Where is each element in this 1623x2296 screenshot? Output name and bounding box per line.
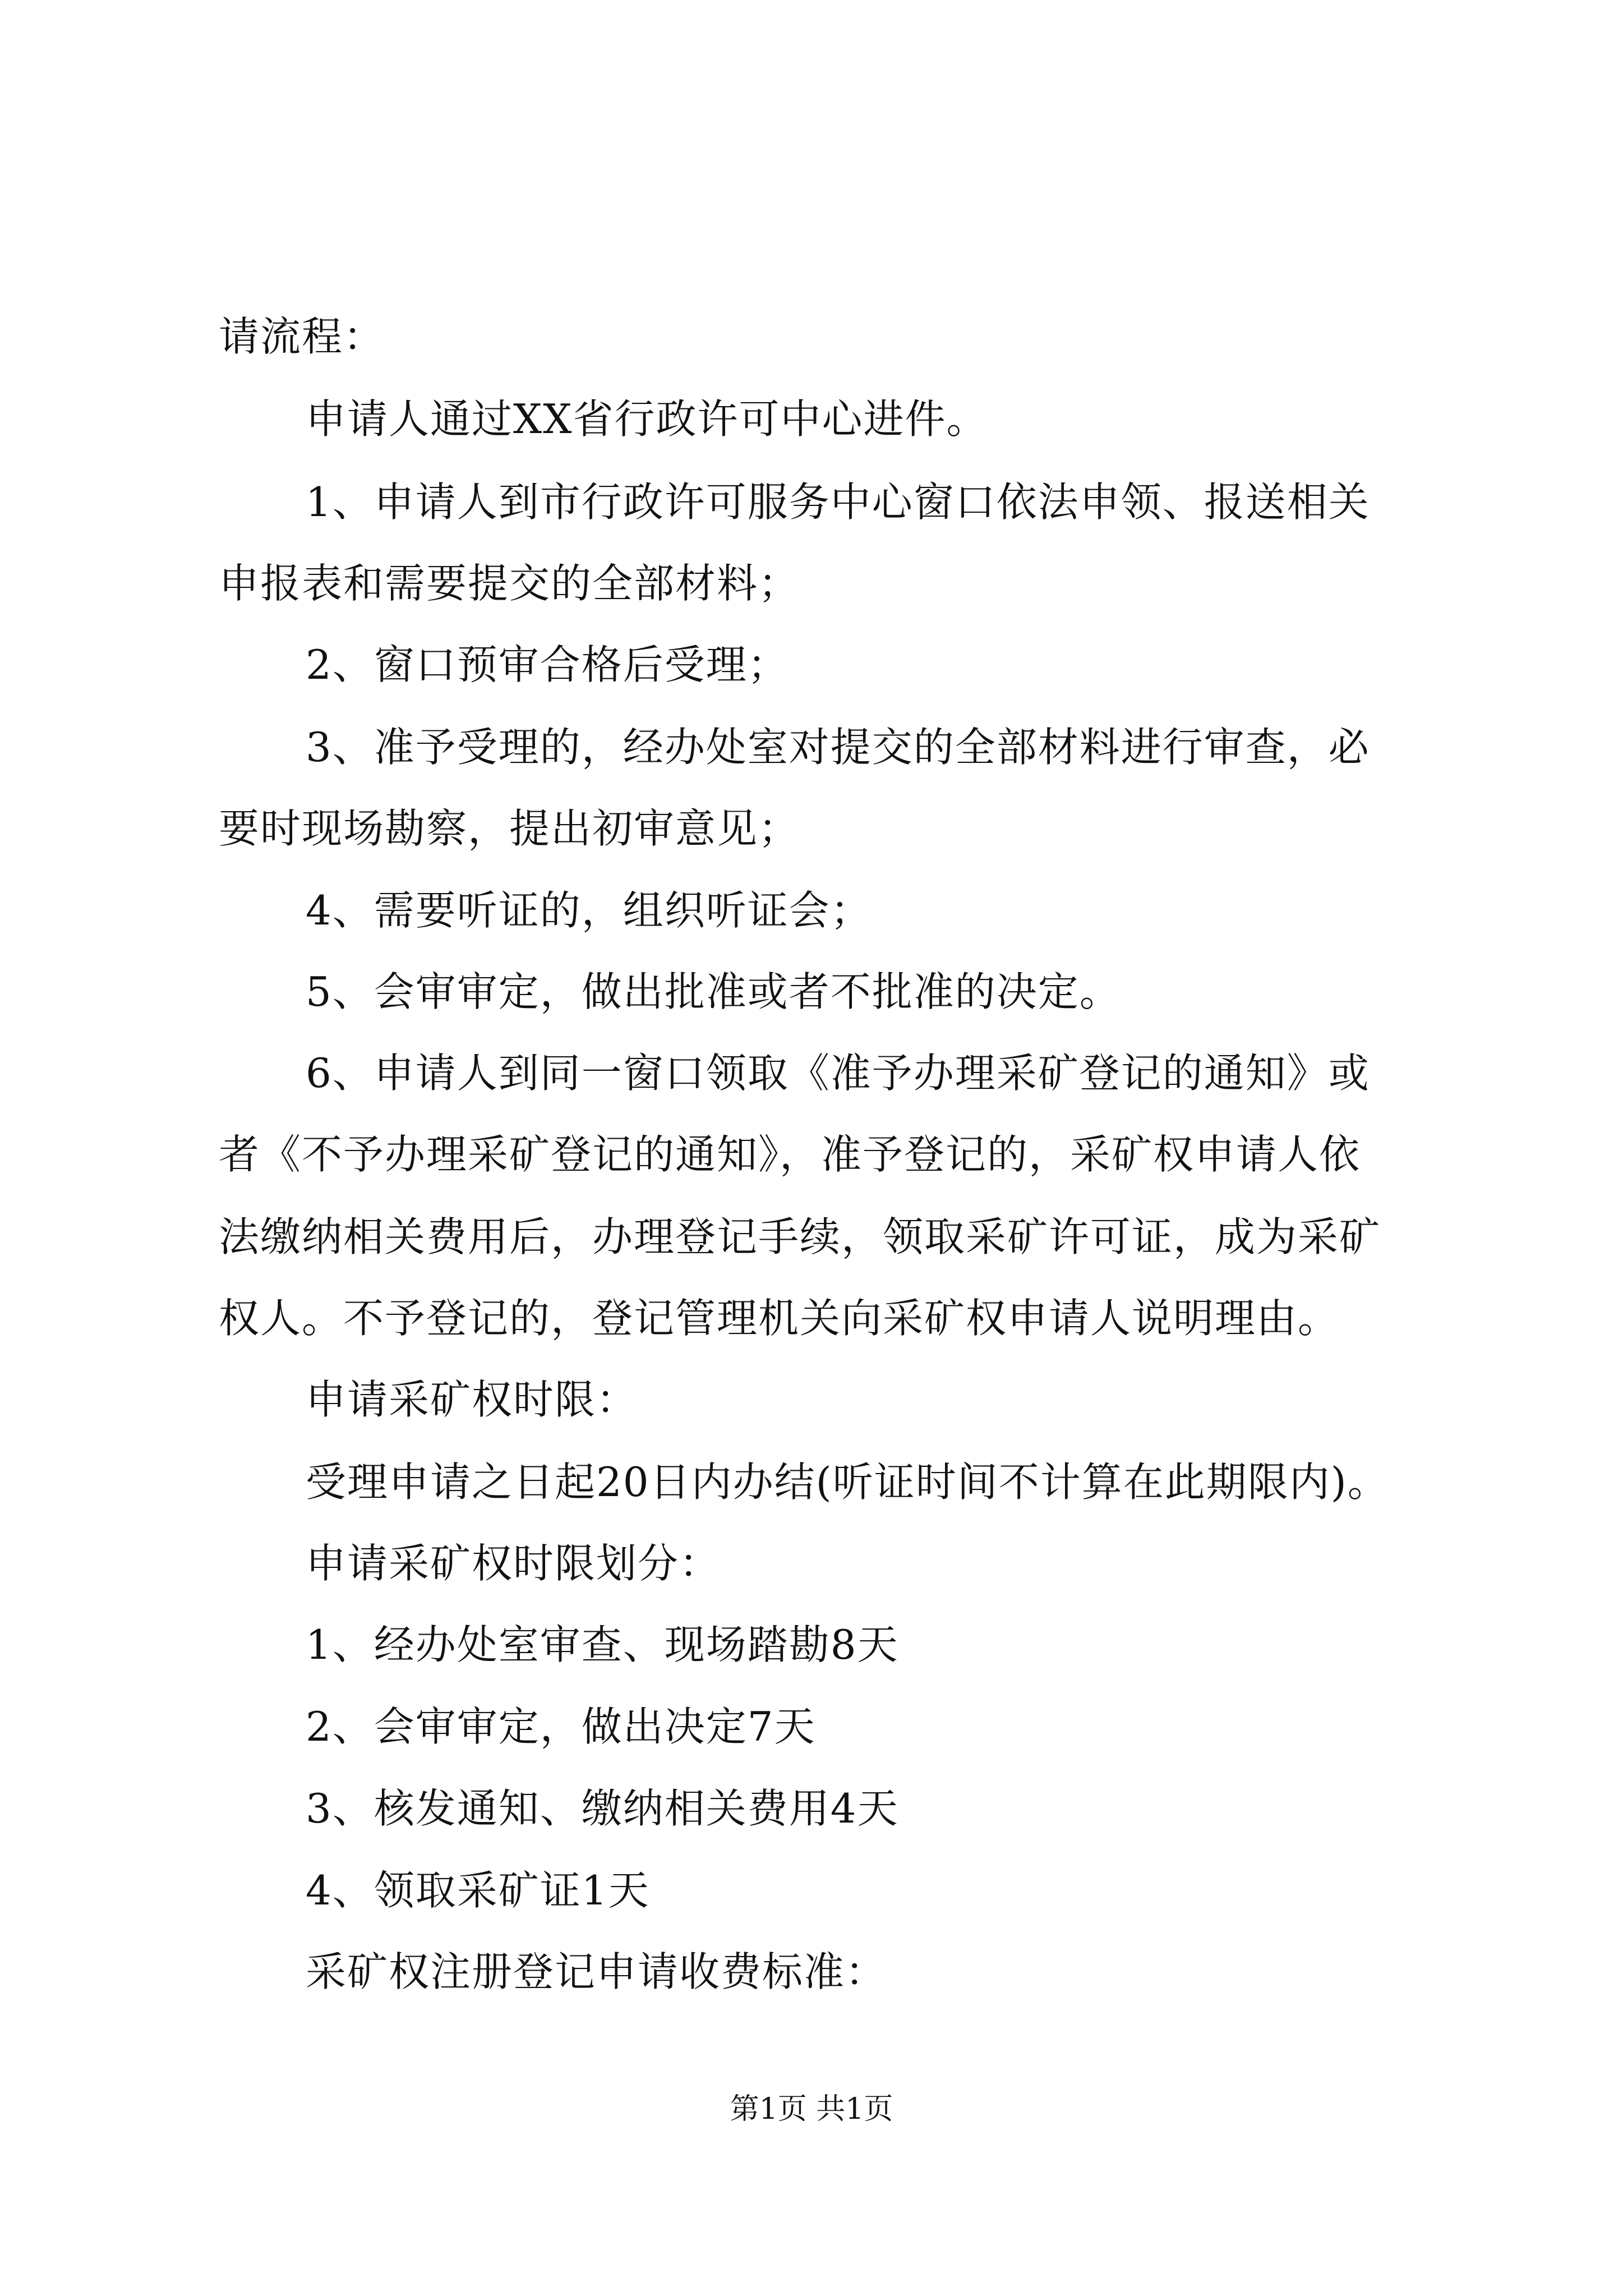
text-line: 受理申请之日起20日内办结(听证时间不计算在此期限内)。	[306, 1458, 1389, 1506]
text-line: 法缴纳相关费用后，办理登记手续，领取采矿许可证，成为采矿	[219, 1213, 1381, 1260]
text-line: 4、领取采矿证1天	[306, 1867, 650, 1914]
text-line: 1、申请人到市行政许可服务中心窗口依法申领、报送相关	[306, 478, 1370, 526]
page-footer: 第1页 共1页	[730, 2092, 893, 2126]
text-line: 申请人通过XX省行政许可中心进件。	[306, 395, 988, 443]
text-line: 申请采矿权时限划分：	[306, 1540, 721, 1587]
text-line: 权人。不予登记的，登记管理机关向采矿权申请人说明理由。	[219, 1295, 1340, 1342]
text-line: 申报表和需要提交的全部材料；	[219, 560, 800, 607]
text-line: 3、核发通知、缴纳相关费用4天	[306, 1785, 899, 1832]
text-line: 2、会审审定，做出决定7天	[306, 1703, 816, 1750]
text-line: 4、需要听证的，组织听证会；	[306, 887, 872, 934]
text-line: 申请采矿权时限：	[306, 1376, 638, 1423]
text-line: 请流程：	[219, 313, 385, 360]
text-line: 采矿权注册登记申请收费标准：	[306, 1948, 887, 1995]
text-line: 要时现场勘察，提出初审意见；	[219, 805, 800, 852]
text-line: 5、会审审定，做出批准或者不批准的决定。	[306, 968, 1121, 1015]
text-line: 者《不予办理采矿登记的通知》，准予登记的，采矿权申请人依	[219, 1131, 1361, 1178]
text-line: 2、窗口预审合格后受理；	[306, 641, 789, 688]
text-line: 1、经办处室审查、现场踏勘8天	[306, 1621, 899, 1668]
text-line: 6、申请人到同一窗口领取《准予办理采矿登记的通知》或	[306, 1050, 1370, 1097]
text-line: 3、准予受理的，经办处室对提交的全部材料进行审查，必	[306, 724, 1370, 771]
